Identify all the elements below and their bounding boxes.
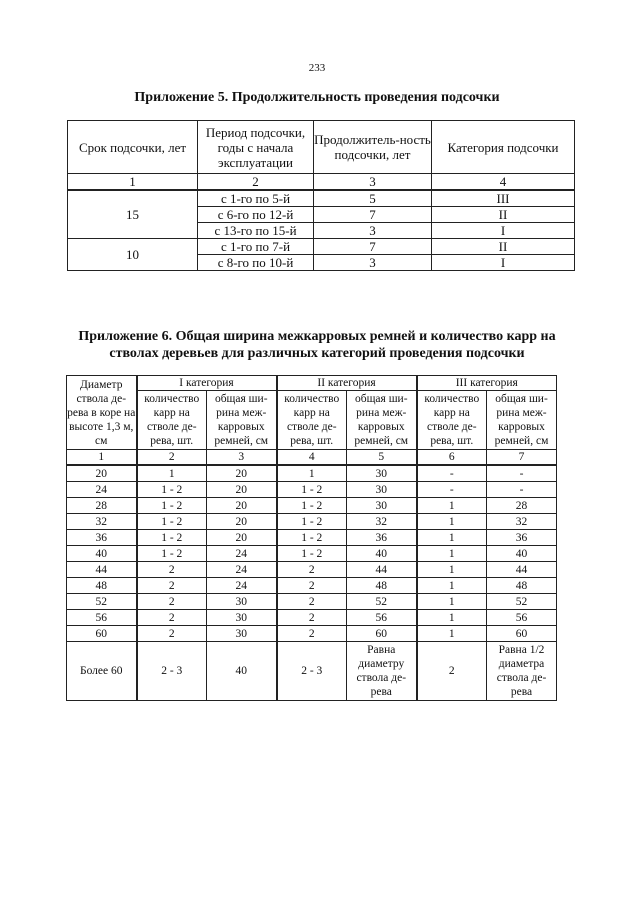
table-row [67, 546, 557, 562]
period-cell: с 6-го по 12-й [198, 207, 314, 223]
diameter-cell: Более 60 [67, 642, 137, 701]
width-i-cell: 30 [207, 594, 277, 610]
count-iii-cell: 1 [417, 546, 487, 562]
category-cell: III [432, 190, 575, 207]
count-ii-cell: 2 [277, 578, 347, 594]
column-number: 1 [68, 174, 198, 191]
count-i-cell: 1 - 2 [137, 514, 207, 530]
count-iii-cell: 1 [417, 610, 487, 626]
count-ii-cell: 1 - 2 [277, 482, 347, 498]
header-diameter: Диаметр ствола де-рева в коре на высоте 1,3 м, см [67, 376, 137, 450]
header-category-iii: III категория [417, 376, 557, 391]
width-ii-cell: 30 [347, 465, 417, 482]
count-i-cell: 2 [137, 562, 207, 578]
width-ii-cell: 30 [347, 482, 417, 498]
width-ii-cell: Равна диаметру ствола де-рева [347, 642, 417, 701]
count-ii-cell: 1 - 2 [277, 498, 347, 514]
diameter-cell: 48 [67, 578, 137, 594]
table-row [67, 642, 557, 701]
width-ii-cell: 56 [347, 610, 417, 626]
width-iii-cell: 36 [487, 530, 557, 546]
width-i-cell: 24 [207, 578, 277, 594]
diameter-cell: 32 [67, 514, 137, 530]
diameter-cell: 44 [67, 562, 137, 578]
table-row [68, 190, 575, 207]
count-iii-cell: 2 [417, 642, 487, 701]
table-row [67, 498, 557, 514]
diameter-cell: 56 [67, 610, 137, 626]
appendix-6-title [60, 328, 574, 362]
width-iii-cell: 60 [487, 626, 557, 642]
period-cell: с 1-го по 7-й [198, 239, 314, 255]
width-iii-cell: - [487, 465, 557, 482]
page-number: 233 [308, 62, 326, 74]
column-number: 4 [277, 450, 347, 466]
header-count: количество карр на стволе де-рева, шт. [417, 391, 487, 450]
width-i-cell: 24 [207, 562, 277, 578]
period-cell: с 1-го по 5-й [198, 190, 314, 207]
column-number: 3 [314, 174, 432, 191]
count-i-cell: 1 - 2 [137, 482, 207, 498]
width-i-cell: 20 [207, 465, 277, 482]
header-category-i: I категория [137, 376, 277, 391]
table-row [67, 562, 557, 578]
width-i-cell: 40 [207, 642, 277, 701]
count-iii-cell: 1 [417, 626, 487, 642]
width-iii-cell: Равна 1/2 диаметра ствола де-рева [487, 642, 557, 701]
count-i-cell: 2 [137, 626, 207, 642]
count-ii-cell: 1 [277, 465, 347, 482]
header-width: общая ши-рина меж-карровых ремней, см [207, 391, 277, 450]
category-cell: I [432, 223, 575, 239]
count-i-cell: 2 - 3 [137, 642, 207, 701]
count-iii-cell: 1 [417, 530, 487, 546]
term-cell: 10 [68, 239, 198, 271]
table-row [67, 514, 557, 530]
count-i-cell: 2 [137, 578, 207, 594]
width-i-cell: 20 [207, 530, 277, 546]
count-iii-cell: 1 [417, 578, 487, 594]
header-category-ii: II категория [277, 376, 417, 391]
width-iii-cell: 52 [487, 594, 557, 610]
count-ii-cell: 2 [277, 610, 347, 626]
count-ii-cell: 2 - 3 [277, 642, 347, 701]
appendix-5-title: Приложение 5. Продолжительность проведения подсочки [134, 90, 500, 105]
duration-cell: 7 [314, 207, 432, 223]
column-number: 5 [347, 450, 417, 466]
column-number: 3 [207, 450, 277, 466]
header-count: количество карр на стволе де-рева, шт. [137, 391, 207, 450]
width-i-cell: 30 [207, 626, 277, 642]
width-iii-cell: - [487, 482, 557, 498]
width-ii-cell: 44 [347, 562, 417, 578]
table-row [67, 530, 557, 546]
appendix-6-table [66, 375, 557, 701]
count-iii-cell: - [417, 465, 487, 482]
period-cell: с 8-го по 10-й [198, 255, 314, 271]
duration-cell: 5 [314, 190, 432, 207]
count-i-cell: 1 - 2 [137, 546, 207, 562]
count-ii-cell: 2 [277, 562, 347, 578]
table-row [67, 578, 557, 594]
column-number: 2 [198, 174, 314, 191]
column-numbers-row [67, 450, 557, 466]
duration-cell: 3 [314, 223, 432, 239]
width-iii-cell: 40 [487, 546, 557, 562]
table-row [67, 482, 557, 498]
diameter-cell: 24 [67, 482, 137, 498]
header-width: общая ши-рина меж-карровых ремней, см [487, 391, 557, 450]
table-row [67, 610, 557, 626]
width-i-cell: 30 [207, 610, 277, 626]
count-i-cell: 2 [137, 594, 207, 610]
count-i-cell: 1 [137, 465, 207, 482]
width-ii-cell: 30 [347, 498, 417, 514]
column-number: 1 [67, 450, 137, 466]
header-count: количество карр на стволе де-рева, шт. [277, 391, 347, 450]
width-iii-cell: 56 [487, 610, 557, 626]
width-ii-cell: 40 [347, 546, 417, 562]
count-i-cell: 2 [137, 610, 207, 626]
column-number: 2 [137, 450, 207, 466]
period-cell: с 13-го по 15-й [198, 223, 314, 239]
count-ii-cell: 2 [277, 594, 347, 610]
width-i-cell: 20 [207, 498, 277, 514]
header-term: Срок подсочки, лет [68, 121, 198, 174]
category-cell: II [432, 207, 575, 223]
duration-cell: 3 [314, 255, 432, 271]
column-number: 6 [417, 450, 487, 466]
width-i-cell: 20 [207, 514, 277, 530]
count-iii-cell: 1 [417, 514, 487, 530]
table-row [68, 239, 575, 255]
width-iii-cell: 32 [487, 514, 557, 530]
header-duration: Продолжитель-ность подсочки, лет [314, 121, 432, 174]
duration-cell: 7 [314, 239, 432, 255]
count-ii-cell: 1 - 2 [277, 530, 347, 546]
diameter-cell: 40 [67, 546, 137, 562]
appendix-6-title-line-2: стволах деревьев для различных категорий проведения подсочки [109, 346, 525, 361]
count-ii-cell: 1 - 2 [277, 546, 347, 562]
column-number: 7 [487, 450, 557, 466]
header-category: Категория подсочки [432, 121, 575, 174]
width-i-cell: 20 [207, 482, 277, 498]
width-iii-cell: 28 [487, 498, 557, 514]
header-width: общая ши-рина меж-карровых ремней, см [347, 391, 417, 450]
count-iii-cell: 1 [417, 498, 487, 514]
table-row [67, 594, 557, 610]
width-ii-cell: 52 [347, 594, 417, 610]
appendix-5-table [67, 120, 575, 271]
category-cell: I [432, 255, 575, 271]
count-iii-cell: - [417, 482, 487, 498]
count-iii-cell: 1 [417, 562, 487, 578]
count-i-cell: 1 - 2 [137, 530, 207, 546]
column-number: 4 [432, 174, 575, 191]
diameter-cell: 52 [67, 594, 137, 610]
diameter-cell: 20 [67, 465, 137, 482]
diameter-cell: 60 [67, 626, 137, 642]
count-ii-cell: 1 - 2 [277, 514, 347, 530]
category-cell: II [432, 239, 575, 255]
width-iii-cell: 48 [487, 578, 557, 594]
header-period: Период подсочки, годы с начала эксплуатации [198, 121, 314, 174]
appendix-6-title-line-1: Приложение 6. Общая ширина межкарровых ремней и количество карр на [78, 329, 556, 344]
width-ii-cell: 36 [347, 530, 417, 546]
width-ii-cell: 48 [347, 578, 417, 594]
width-i-cell: 24 [207, 546, 277, 562]
diameter-cell: 28 [67, 498, 137, 514]
width-ii-cell: 60 [347, 626, 417, 642]
width-ii-cell: 32 [347, 514, 417, 530]
table-row [67, 626, 557, 642]
count-iii-cell: 1 [417, 594, 487, 610]
count-i-cell: 1 - 2 [137, 498, 207, 514]
diameter-cell: 36 [67, 530, 137, 546]
table-row [67, 465, 557, 482]
width-iii-cell: 44 [487, 562, 557, 578]
count-ii-cell: 2 [277, 626, 347, 642]
term-cell: 15 [68, 190, 198, 239]
